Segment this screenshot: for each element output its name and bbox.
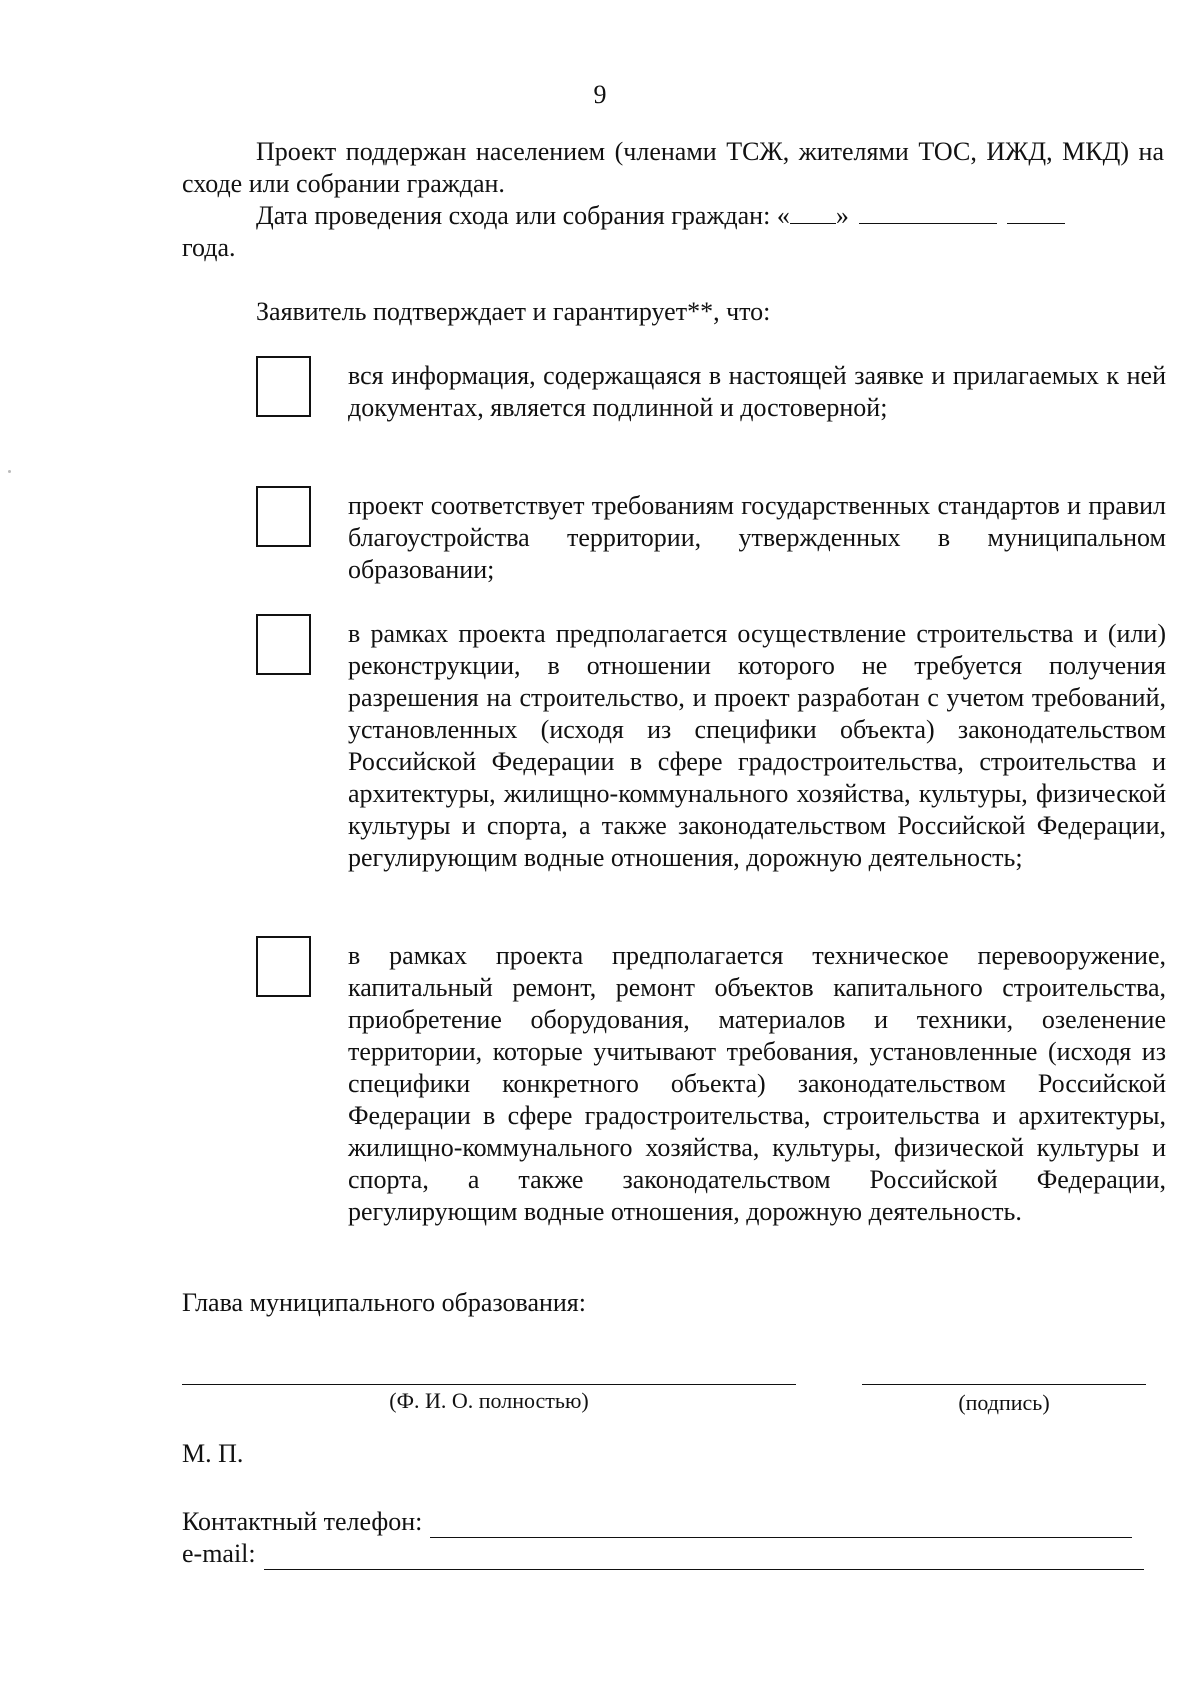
declaration-item-text: вся информация, содержащаяся в настоящей заявке и прилагаемых к ней документах, является подлинной и достоверной; [348,361,1166,422]
email-row [182,1538,1144,1570]
email-field[interactable] [264,1545,1144,1570]
declaration-checkbox-3[interactable] [256,614,311,675]
full-name-caption: (Ф. И. О. полностью) [389,1388,589,1413]
signature-line[interactable] [862,1384,1146,1385]
declaration-checkbox-2[interactable] [256,486,311,547]
open-quote: « [776,201,790,230]
day-field[interactable] [790,201,836,224]
support-paragraph [182,136,1164,200]
month-field[interactable] [859,201,997,224]
head-title: Глава муниципального образования: [182,1288,586,1317]
meeting-date-paragraph [182,200,1164,264]
declaration-checkbox-4[interactable] [256,936,311,997]
declaration-item-text: в рамках проекта предполагается техническое перевооружение, капитальный ремонт, ремонт объектов капитального строительства, приобретение оборудования, материалов и техники, озеленение территории, которые учитывают требования, установленные (исходя из специфики конкретного объекта) законодательством Российской Федерации в сфере градостроительства, строительства и архитектуры, жилищно-коммунального хозяйства, культуры, физической культуры и спорта, а также законодательством Российской Федерации, регулирующим водные отношения, дорожную деятельность. [348,941,1166,1226]
declaration-checkbox-1[interactable] [256,356,311,417]
phone-row [182,1506,1132,1538]
signature-caption: (подпись) [958,1390,1050,1415]
full-name-line[interactable] [182,1384,796,1385]
phone-label: Контактный телефон: [182,1507,423,1536]
year-suffix: года. [182,233,236,262]
declaration-lead: Заявитель подтверждает и гарантирует**, что: [256,297,771,326]
support-text: Проект поддержан населением (членами ТСЖ, жителями ТОС, ИЖД, МКД) на сходе или собрании граждан. [182,137,1164,198]
close-quote: » [835,201,849,230]
email-label: e-mail: [182,1539,256,1568]
stamp-label: М. П. [182,1439,244,1468]
page-number: 9 [593,80,607,109]
declaration-item-text: в рамках проекта предполагается осуществление строительства и (или) реконструкции, в отношении которого не требуется получения разрешения на строительство, и проект разработан с учетом требований, установленных (исходя из специфики объекта) законодательством Российской Федерации в сфере градостроительства, строительства и архитектуры, жилищно-коммунального хозяйства, культуры, физической культуры и спорта, а также законодательством Российской Федерации, регулирующим водные отношения, дорожную деятельность; [348,619,1166,872]
phone-field[interactable] [430,1513,1132,1538]
year-field[interactable] [1007,201,1065,224]
meeting-date-label: Дата проведения схода или собрания граждан: [256,201,771,230]
declaration-item-text: проект соответствует требованиям государственных стандартов и правил благоустройства территории, утвержденных в муниципальном образовании; [348,491,1166,584]
scan-speck [8,470,11,473]
